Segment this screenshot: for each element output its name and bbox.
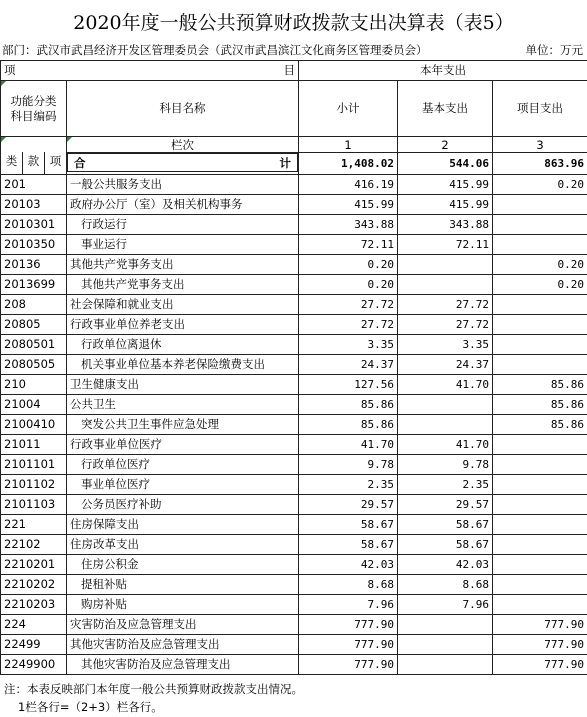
row-basic: 7.96 [398,595,493,615]
header-row-2 [1,81,587,137]
row-code: 2080505 [1,355,67,375]
row-basic [398,415,493,435]
total-subtotal: 1,408.02 [299,153,398,175]
table-row [1,335,587,355]
row-subtotal: 2.35 [299,475,398,495]
row-project: 0.20 [493,255,587,275]
row-subtotal: 41.70 [299,435,398,455]
row-project [493,535,587,555]
row-subtotal: 8.68 [299,575,398,595]
table-row [1,655,587,675]
page-title: 2020年度一般公共预算财政拨款支出决算表（表5） [73,12,514,34]
row-subtotal: 85.86 [299,415,398,435]
row-name: 其他共产党事务支出 [67,255,299,275]
header-col2: 2 [398,137,493,153]
row-basic [398,655,493,675]
row-code: 2013699 [1,275,67,295]
table-row [1,355,587,375]
row-basic: 72.11 [398,235,493,255]
row-code: 2010350 [1,235,67,255]
row-basic [398,275,493,295]
row-code: 208 [1,295,67,315]
row-project: 777.90 [493,615,587,635]
header-mu: 目 [67,61,299,81]
row-subtotal: 127.56 [299,375,398,395]
row-name: 公共卫生 [67,395,299,415]
row-name: 行政事业单位医疗 [67,435,299,455]
total-basic: 544.06 [398,153,493,175]
row-basic: 24.37 [398,355,493,375]
row-code: 21011 [1,435,67,455]
table-row [1,235,587,255]
row-name: 一般公共服务支出 [67,175,299,195]
table-row [1,555,587,575]
row-project [493,335,587,355]
row-basic: 58.67 [398,535,493,555]
row-name: 住房公积金 [67,555,299,575]
table-row [1,195,587,215]
row-project: 777.90 [493,655,587,675]
row-subtotal: 58.67 [299,535,398,555]
row-project: 777.90 [493,635,587,655]
row-name: 机关事业单位基本养老保险缴费支出 [67,355,299,375]
header-lanci: 栏次 [67,137,299,153]
row-basic: 58.67 [398,515,493,535]
table-row [1,535,587,555]
row-basic: 415.99 [398,175,493,195]
row-project [493,295,587,315]
table-row [1,275,587,295]
row-subtotal: 7.96 [299,595,398,615]
row-basic [398,615,493,635]
row-name: 其他共产党事务支出 [67,275,299,295]
row-basic: 41.70 [398,435,493,455]
row-code: 21004 [1,395,67,415]
table-row [1,475,587,495]
row-name: 社会保障和就业支出 [67,295,299,315]
row-name: 行政事业单位养老支出 [67,315,299,335]
row-project [493,435,587,455]
header-basic: 基本支出 [398,81,493,137]
row-subtotal: 777.90 [299,615,398,635]
total-label [67,153,298,172]
row-code: 221 [1,515,67,535]
row-subtotal: 27.72 [299,295,398,315]
row-name: 行政单位离退休 [67,335,299,355]
row-code: 20103 [1,195,67,215]
table-row [1,215,587,235]
row-code: 2101101 [1,455,67,475]
row-subtotal: 0.20 [299,255,398,275]
row-name: 住房保障支出 [67,515,299,535]
table-row [1,415,587,435]
row-code: 2010301 [1,215,67,235]
header-subtotal: 小计 [299,81,398,137]
table-row [1,455,587,475]
row-name: 卫生健康支出 [67,375,299,395]
header-current-expense: 本年支出 [299,61,587,81]
row-subtotal: 777.90 [299,655,398,675]
header-lei: 类 [1,152,23,174]
row-project [493,195,587,215]
row-project: 85.86 [493,375,587,395]
row-code: 2210202 [1,575,67,595]
row-subtotal: 9.78 [299,455,398,475]
row-name: 政府办公厅（室）及相关机构事务 [67,195,299,215]
header-col3: 3 [493,137,587,153]
row-basic: 3.35 [398,335,493,355]
row-project: 0.20 [493,275,587,295]
row-basic [398,255,493,275]
row-code: 2101103 [1,495,67,515]
row-code: 22102 [1,535,67,555]
row-basic: 343.88 [398,215,493,235]
row-basic [398,635,493,655]
row-name: 提租补贴 [67,575,299,595]
row-project [493,515,587,535]
footnote-1: 注：本表反映部门本年度一般公共预算财政拨款支出情况。 [4,682,303,696]
row-project [493,475,587,495]
row-subtotal: 343.88 [299,215,398,235]
row-name: 住房改革支出 [67,535,299,555]
row-name: 行政单位医疗 [67,455,299,475]
row-code: 2080501 [1,335,67,355]
row-basic: 27.72 [398,315,493,335]
row-subtotal: 72.11 [299,235,398,255]
row-project [493,315,587,335]
row-subtotal: 777.90 [299,635,398,655]
row-project [493,575,587,595]
row-basic: 27.72 [398,295,493,315]
row-name: 事业单位医疗 [67,475,299,495]
row-code: 224 [1,615,67,635]
table-row [1,435,587,455]
header-subject-name: 科目名称 [67,81,299,137]
row-name: 公务员医疗补助 [67,495,299,515]
table-row [1,255,587,275]
table-row [1,315,587,335]
header-row-1 [1,61,587,81]
total-he: 合 [74,156,86,171]
row-basic: 29.57 [398,495,493,515]
row-name: 其他灾害防治及应急管理支出 [67,655,299,675]
row-basic [398,395,493,415]
row-code: 2249900 [1,655,67,675]
row-name: 行政运行 [67,215,299,235]
table-row [1,515,587,535]
total-ji: 计 [279,156,291,171]
row-code: 2210203 [1,595,67,615]
row-project [493,595,587,615]
row-name: 灾害防治及应急管理支出 [67,615,299,635]
row-subtotal: 3.35 [299,335,398,355]
table-row [1,395,587,415]
row-subtotal: 85.86 [299,395,398,415]
total-row [1,153,587,175]
row-code: 2100410 [1,415,67,435]
row-basic: 41.70 [398,375,493,395]
footnote-2: 1栏各行=（2+3）栏各行。 [18,700,163,714]
row-code: 210 [1,375,67,395]
header-xiang: 项 [1,61,67,81]
header-func-code: 功能分类 科目编码 [1,81,67,137]
department-label: 部门：武汉市武昌经济开发区管理委员会（武汉市武昌滨江文化商务区管理委员会） [2,43,428,57]
table-row [1,295,587,315]
table-row [1,575,587,595]
row-subtotal: 0.20 [299,275,398,295]
row-project [493,495,587,515]
row-project [493,235,587,255]
header-xiang-level: 项 [49,154,62,168]
header-row-3 [1,137,587,153]
row-basic: 42.03 [398,555,493,575]
header-kuan: 款 [23,152,45,174]
row-code: 2101102 [1,475,67,495]
table-row [1,615,587,635]
row-name: 其他灾害防治及应急管理支出 [67,635,299,655]
row-subtotal: 24.37 [299,355,398,375]
row-code: 20136 [1,255,67,275]
row-subtotal: 42.03 [299,555,398,575]
row-basic: 415.99 [398,195,493,215]
row-subtotal: 58.67 [299,515,398,535]
table-row [1,635,587,655]
row-name: 突发公共卫生事件应急处理 [67,415,299,435]
table-row [1,175,587,195]
row-subtotal: 416.19 [299,175,398,195]
row-name: 购房补贴 [67,595,299,615]
row-project [493,215,587,235]
row-basic: 8.68 [398,575,493,595]
row-project: 85.86 [493,395,587,415]
row-project [493,355,587,375]
row-code: 201 [1,175,67,195]
row-code: 20805 [1,315,67,335]
row-code: 2210201 [1,555,67,575]
header-project: 项目支出 [493,81,587,137]
table-row [1,375,587,395]
row-subtotal: 27.72 [299,315,398,335]
row-project: 0.20 [493,175,587,195]
row-project [493,555,587,575]
row-name: 事业运行 [67,235,299,255]
row-code: 22499 [1,635,67,655]
row-project [493,455,587,475]
table-row [1,495,587,515]
row-basic: 2.35 [398,475,493,495]
header-col1: 1 [299,137,398,153]
table-row [1,595,587,615]
unit-label: 单位：万元 [525,43,583,57]
row-subtotal: 29.57 [299,495,398,515]
row-basic: 9.78 [398,455,493,475]
row-subtotal: 415.99 [299,195,398,215]
expenditure-table [0,60,587,675]
row-project: 85.86 [493,415,587,435]
total-project: 863.96 [493,153,587,175]
